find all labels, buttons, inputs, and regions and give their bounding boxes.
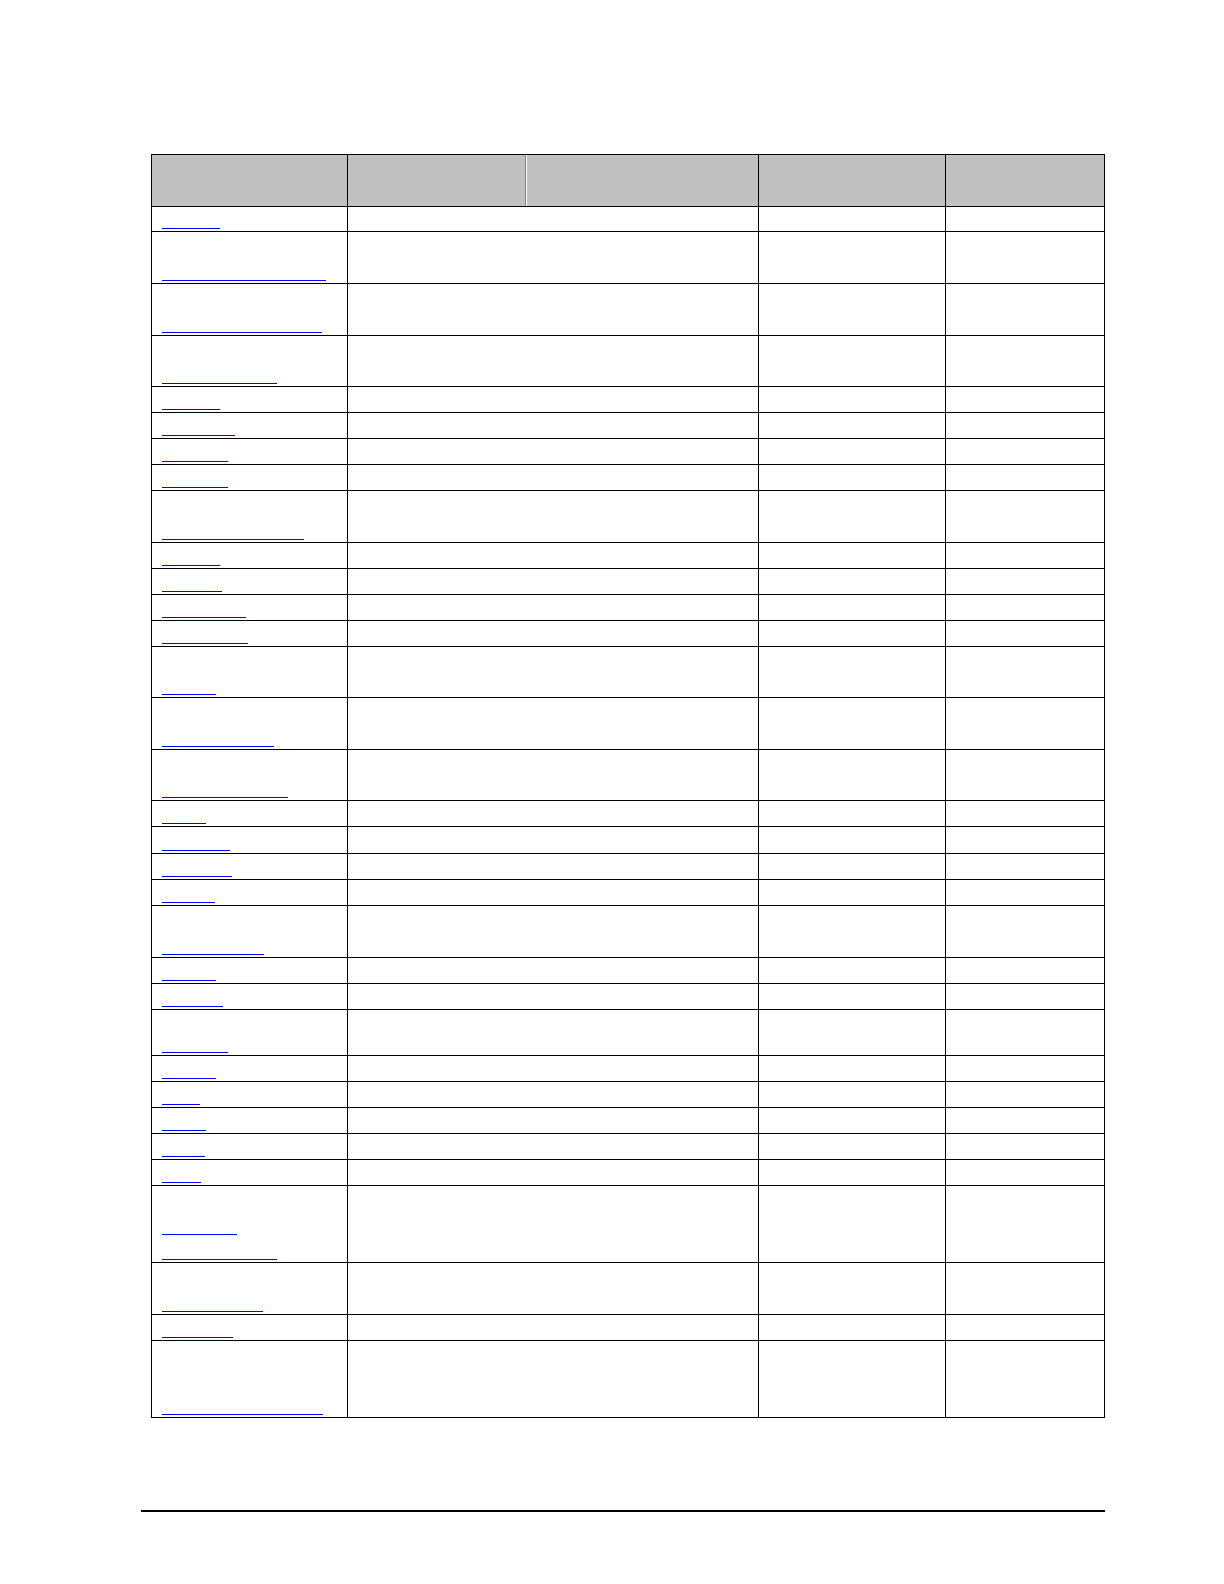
table-cell xyxy=(946,543,1104,568)
table-cell xyxy=(759,207,946,231)
table-cell xyxy=(759,1263,946,1314)
table-cell xyxy=(759,491,946,542)
table-row xyxy=(152,232,1104,284)
table-cell xyxy=(348,336,759,386)
table-row xyxy=(152,958,1104,984)
table-row xyxy=(152,1315,1104,1341)
table-row xyxy=(152,569,1104,595)
table-row xyxy=(152,387,1104,413)
hyperlink[interactable] xyxy=(162,823,206,824)
table-cell xyxy=(152,465,348,490)
table-cell xyxy=(759,1056,946,1081)
hyperlink[interactable] xyxy=(162,876,232,877)
table-cell xyxy=(152,1186,348,1262)
table-cell xyxy=(946,1186,1104,1262)
table-row xyxy=(152,1082,1104,1108)
hyperlink[interactable] xyxy=(162,1006,223,1007)
table-cell xyxy=(348,284,759,335)
table-cell xyxy=(946,958,1104,983)
table-row xyxy=(152,1341,1104,1417)
table-cell xyxy=(759,698,946,749)
table-row xyxy=(152,1263,1104,1315)
table-cell xyxy=(946,1056,1104,1081)
table-row xyxy=(152,750,1104,801)
table-cell xyxy=(759,958,946,983)
table-cell xyxy=(946,413,1104,438)
table-cell xyxy=(946,595,1104,620)
table-cell xyxy=(152,958,348,983)
table-cell xyxy=(946,1263,1104,1314)
table-row xyxy=(152,984,1104,1010)
table-cell xyxy=(152,207,348,231)
table-cell xyxy=(946,827,1104,853)
hyperlink[interactable] xyxy=(162,1104,200,1105)
hyperlink[interactable] xyxy=(162,1078,216,1079)
table-cell xyxy=(946,569,1104,594)
hyperlink[interactable] xyxy=(162,280,326,281)
table-cell xyxy=(348,543,759,568)
table-cell xyxy=(348,491,759,542)
table-cell xyxy=(348,958,759,983)
table-cell xyxy=(152,801,348,826)
table-cell xyxy=(946,984,1104,1009)
table-cell xyxy=(759,1341,946,1417)
hyperlink[interactable] xyxy=(162,1234,237,1235)
hyperlink[interactable] xyxy=(162,461,228,462)
table-cell xyxy=(759,1315,946,1340)
table-header-row xyxy=(152,155,1104,207)
hyperlink[interactable] xyxy=(162,643,248,644)
table-cell xyxy=(348,465,759,490)
table-cell xyxy=(759,439,946,464)
table-cell xyxy=(759,880,946,905)
table-cell xyxy=(946,880,1104,905)
table-cell xyxy=(759,827,946,853)
table-row xyxy=(152,647,1104,698)
table-cell xyxy=(946,1010,1104,1055)
table-cell xyxy=(152,647,348,697)
table-cell xyxy=(152,413,348,438)
hyperlink[interactable] xyxy=(162,539,304,540)
table-cell xyxy=(348,801,759,826)
hyperlink[interactable] xyxy=(162,1259,277,1260)
table-cell xyxy=(348,1263,759,1314)
table-cell xyxy=(759,465,946,490)
table-cell xyxy=(152,906,348,957)
table-cell xyxy=(946,491,1104,542)
table-cell xyxy=(348,1108,759,1133)
table-cell xyxy=(348,595,759,620)
table-cell xyxy=(152,880,348,905)
header-cell-2 xyxy=(348,155,527,206)
table-cell xyxy=(759,1186,946,1262)
table-cell xyxy=(348,1056,759,1081)
hyperlink[interactable] xyxy=(162,228,220,229)
table-cell xyxy=(152,698,348,749)
table-cell xyxy=(152,750,348,800)
table-row xyxy=(152,801,1104,827)
table-row xyxy=(152,1108,1104,1134)
table-cell xyxy=(946,207,1104,231)
table-cell xyxy=(348,232,759,283)
hyperlink[interactable] xyxy=(162,980,216,981)
table-cell xyxy=(759,1082,946,1107)
table-cell xyxy=(946,750,1104,800)
table-cell xyxy=(348,984,759,1009)
table-cell xyxy=(348,1134,759,1159)
table-cell xyxy=(348,1010,759,1055)
table-row xyxy=(152,284,1104,336)
table-cell xyxy=(946,1082,1104,1107)
table-row xyxy=(152,413,1104,439)
table-row xyxy=(152,1056,1104,1082)
table-row xyxy=(152,906,1104,958)
table-cell xyxy=(152,284,348,335)
table-cell xyxy=(348,1341,759,1417)
table-row xyxy=(152,207,1104,232)
table-cell xyxy=(348,854,759,879)
table-cell xyxy=(946,801,1104,826)
hyperlink[interactable] xyxy=(162,487,228,488)
table-row xyxy=(152,621,1104,647)
table-cell xyxy=(152,1108,348,1133)
table-cell xyxy=(152,232,348,283)
table-cell xyxy=(348,387,759,412)
table-cell xyxy=(348,1082,759,1107)
table-cell xyxy=(759,801,946,826)
table-cell xyxy=(946,1108,1104,1133)
table-cell xyxy=(946,284,1104,335)
table-cell xyxy=(759,1010,946,1055)
table-cell xyxy=(348,413,759,438)
table-row xyxy=(152,827,1104,854)
table-cell xyxy=(152,1056,348,1081)
table-cell xyxy=(152,621,348,646)
hyperlink[interactable] xyxy=(162,383,277,384)
table-cell xyxy=(946,621,1104,646)
hyperlink[interactable] xyxy=(162,746,274,747)
table-cell xyxy=(152,595,348,620)
hyperlink[interactable] xyxy=(162,1156,205,1157)
table-cell xyxy=(759,569,946,594)
hyperlink[interactable] xyxy=(162,694,216,695)
table-cell xyxy=(759,543,946,568)
table-body xyxy=(152,207,1104,1417)
table-cell xyxy=(759,336,946,386)
table-cell xyxy=(348,569,759,594)
table-cell xyxy=(946,1160,1104,1185)
table-row xyxy=(152,336,1104,387)
table-cell xyxy=(152,1315,348,1340)
hyperlink[interactable] xyxy=(162,1182,201,1183)
footer-rule xyxy=(141,1510,1105,1512)
table-cell xyxy=(946,1341,1104,1417)
hyperlink[interactable] xyxy=(162,565,220,566)
table-row xyxy=(152,595,1104,621)
table-cell xyxy=(152,1263,348,1314)
table-cell xyxy=(348,1160,759,1185)
table-cell xyxy=(946,465,1104,490)
table-cell xyxy=(946,647,1104,697)
data-table xyxy=(151,154,1105,1418)
table-cell xyxy=(348,906,759,957)
hyperlink[interactable] xyxy=(162,850,230,851)
hyperlink[interactable] xyxy=(162,1337,233,1338)
table-cell xyxy=(759,1160,946,1185)
table-cell xyxy=(152,387,348,412)
table-cell xyxy=(946,854,1104,879)
table-row xyxy=(152,854,1104,880)
hyperlink[interactable] xyxy=(162,797,288,798)
hyperlink[interactable] xyxy=(162,332,322,333)
table-cell xyxy=(759,647,946,697)
hyperlink[interactable] xyxy=(162,1052,228,1053)
table-cell xyxy=(946,906,1104,957)
table-cell xyxy=(348,827,759,853)
hyperlink[interactable] xyxy=(162,617,246,618)
table-cell xyxy=(759,232,946,283)
table-cell xyxy=(348,1186,759,1262)
table-cell xyxy=(152,569,348,594)
table-row xyxy=(152,543,1104,569)
table-cell xyxy=(759,413,946,438)
table-cell xyxy=(946,698,1104,749)
table-cell xyxy=(152,1341,348,1417)
table-cell xyxy=(946,1134,1104,1159)
table-cell xyxy=(348,880,759,905)
table-cell xyxy=(759,906,946,957)
table-row xyxy=(152,1186,1104,1263)
header-cell-1 xyxy=(152,155,348,206)
table-cell xyxy=(348,647,759,697)
table-cell xyxy=(348,1315,759,1340)
hyperlink[interactable] xyxy=(162,435,235,436)
table-cell xyxy=(759,984,946,1009)
table-cell xyxy=(946,439,1104,464)
table-cell xyxy=(348,621,759,646)
hyperlink[interactable] xyxy=(162,954,264,955)
table-cell xyxy=(348,750,759,800)
table-cell xyxy=(759,284,946,335)
table-cell xyxy=(152,1082,348,1107)
table-cell xyxy=(152,1010,348,1055)
header-cell-4 xyxy=(759,155,946,206)
table-cell xyxy=(946,232,1104,283)
table-cell xyxy=(152,491,348,542)
table-row xyxy=(152,439,1104,465)
table-row xyxy=(152,1010,1104,1056)
table-cell xyxy=(759,595,946,620)
hyperlink[interactable] xyxy=(162,1130,206,1131)
hyperlink[interactable] xyxy=(162,591,222,592)
table-cell xyxy=(759,750,946,800)
table-cell xyxy=(152,854,348,879)
hyperlink[interactable] xyxy=(162,409,220,410)
table-row xyxy=(152,1160,1104,1186)
table-row xyxy=(152,880,1104,906)
table-cell xyxy=(759,621,946,646)
hyperlink[interactable] xyxy=(162,1414,323,1415)
header-cell-5 xyxy=(946,155,1104,206)
table-cell xyxy=(946,1315,1104,1340)
table-cell xyxy=(152,827,348,853)
table-cell xyxy=(152,336,348,386)
table-cell xyxy=(348,439,759,464)
table-cell xyxy=(759,387,946,412)
table-cell xyxy=(759,1108,946,1133)
table-cell xyxy=(348,207,759,231)
table-cell xyxy=(152,984,348,1009)
table-row xyxy=(152,698,1104,750)
table-cell xyxy=(152,439,348,464)
table-row xyxy=(152,1134,1104,1160)
table-cell xyxy=(152,1160,348,1185)
table-cell xyxy=(946,387,1104,412)
hyperlink[interactable] xyxy=(162,1311,263,1312)
table-cell xyxy=(348,698,759,749)
table-row xyxy=(152,491,1104,543)
hyperlink[interactable] xyxy=(162,902,215,903)
header-cell-3 xyxy=(527,155,759,206)
table-cell xyxy=(946,336,1104,386)
table-cell xyxy=(759,1134,946,1159)
table-cell xyxy=(152,1134,348,1159)
table-cell xyxy=(759,854,946,879)
table-row xyxy=(152,465,1104,491)
table-cell xyxy=(152,543,348,568)
